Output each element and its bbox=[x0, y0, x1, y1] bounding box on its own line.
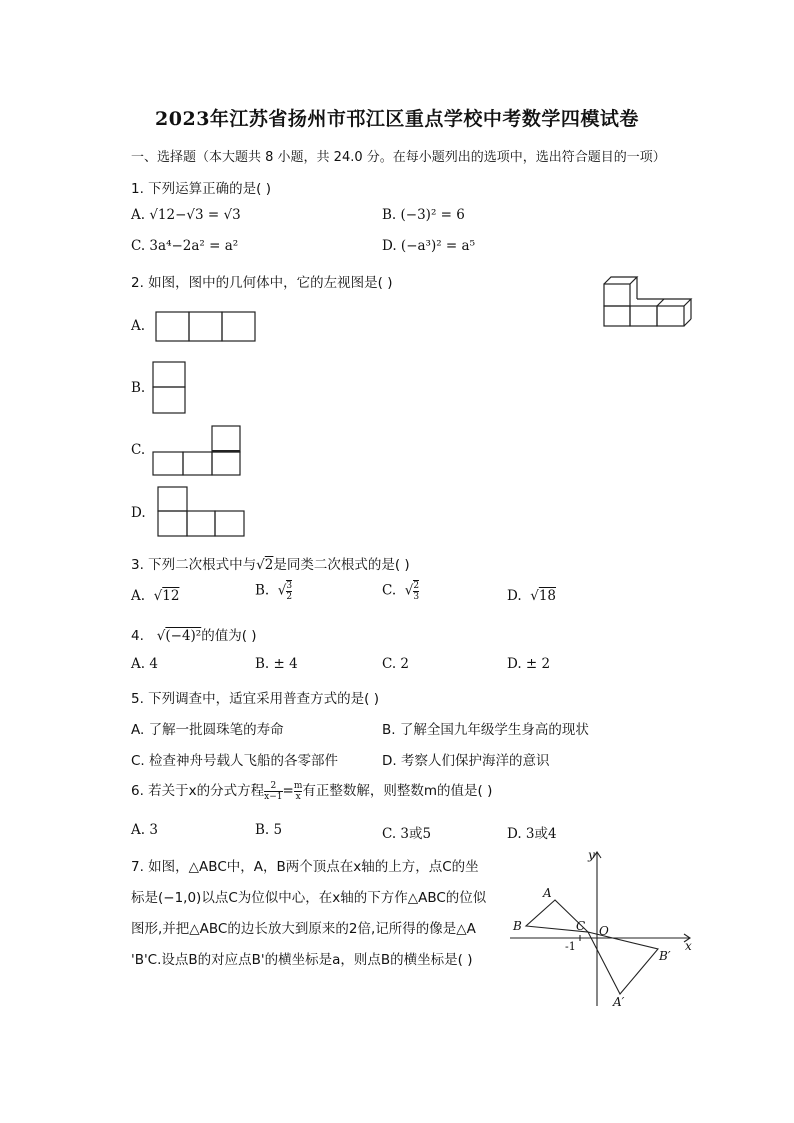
option-label: C. bbox=[382, 582, 397, 599]
question-4-stem-post: 的值为( ) bbox=[201, 628, 257, 644]
question-6-stem-pre: 6. 若关于x的分式方程 bbox=[131, 783, 265, 799]
question-2-stem: 2. 如图，图中的几何体中，它的左视图是( ) bbox=[131, 275, 393, 291]
fraction-denominator: 2 bbox=[286, 592, 293, 602]
option-radicand: 12 bbox=[162, 588, 180, 604]
question-5-option-c: C. 检查神舟号载人飞船的各零部件 bbox=[131, 753, 339, 769]
option-label: D. bbox=[507, 588, 522, 604]
fraction-numerator: 3 bbox=[286, 581, 293, 591]
question-6-option-d: D. 3或4 bbox=[507, 826, 557, 842]
option-label: A. bbox=[131, 588, 146, 604]
y-axis-label: y bbox=[588, 848, 595, 862]
question-1-option-d: D. (−a³)² = a⁵ bbox=[382, 238, 475, 254]
question-3-option-a: A. √12 bbox=[131, 588, 180, 604]
question-1-option-b: B. (−3)² = 6 bbox=[382, 207, 465, 223]
question-4-option-d: D. ± 2 bbox=[507, 656, 551, 672]
question-4-option-a: A. 4 bbox=[131, 656, 158, 672]
question-3-option-c: C. √ $\frac{2}{3}$ bbox=[382, 581, 420, 602]
question-3-option-b: B. √ $\frac{3}{2}$ bbox=[255, 581, 293, 602]
question-1-option-a: A. √12−√3 = √3 bbox=[131, 207, 241, 223]
point-b-prime-label: B′ bbox=[659, 949, 671, 963]
question-1-option-c: C. 3a⁴−2a² = a² bbox=[131, 238, 239, 254]
origin-label: O bbox=[599, 924, 609, 938]
question-2-option-c-label: C. bbox=[131, 442, 146, 458]
question-2-option-a-label: A. bbox=[131, 318, 146, 334]
question-5-stem: 5. 下列调查中，适宜采用普查方式的是( ) bbox=[131, 691, 379, 707]
point-c-label: C bbox=[576, 919, 586, 933]
equals-sign: = bbox=[282, 783, 294, 799]
question-5-option-a: A. 了解一批圆珠笔的寿命 bbox=[131, 722, 284, 738]
question-7-line-1: 7. 如图，△ABC中，A，B两个顶点在x轴的上方，点C的坐 bbox=[131, 859, 479, 875]
question-7-coordinate-figure bbox=[508, 846, 698, 1008]
point-b-label: B bbox=[513, 919, 522, 933]
question-2-option-c-figure bbox=[152, 425, 244, 477]
question-5-option-b: B. 了解全国九年级学生身高的现状 bbox=[382, 722, 589, 738]
question-2-option-d-label: D. bbox=[131, 505, 146, 521]
fraction-denominator: x−1 bbox=[264, 791, 283, 802]
question-4-option-b: B. ± 4 bbox=[255, 656, 298, 672]
question-4-stem: 4. √(−4)²的值为( ) bbox=[131, 628, 257, 644]
question-7-line-2: 标是(−1,0)以点C为位似中心，在x轴的下方作△ABC的位似 bbox=[131, 890, 487, 906]
sqrt-icon: √2 bbox=[256, 557, 274, 573]
fraction-numerator: 2 bbox=[413, 581, 420, 591]
minus-one-label: -1 bbox=[565, 940, 576, 953]
question-2-solid-figure bbox=[600, 274, 696, 330]
fraction-denominator: x bbox=[295, 791, 301, 802]
question-6-stem bbox=[131, 779, 492, 802]
triangle-a-prime-b-prime-c bbox=[588, 932, 658, 994]
question-6-option-b: B. 5 bbox=[255, 822, 283, 838]
question-7-line-3: 图形,并把△ABC的边长放大到原来的2倍,记所得的像是△A bbox=[131, 921, 476, 937]
question-1-stem: 1. 下列运算正确的是( ) bbox=[131, 181, 271, 197]
question-3-stem bbox=[131, 553, 410, 573]
question-2-option-d-figure bbox=[157, 486, 247, 538]
question-4-number: 4. bbox=[131, 628, 144, 644]
option-label: B. bbox=[255, 582, 270, 599]
point-a-prime-label: A′ bbox=[613, 995, 625, 1008]
option-radicand: 18 bbox=[538, 588, 557, 604]
point-a-label: A bbox=[543, 886, 552, 900]
question-2-option-b-figure bbox=[152, 361, 188, 415]
question-3-stem-pre: 3. 下列二次根式中与 bbox=[131, 557, 257, 573]
question-2-option-b-label: B. bbox=[131, 380, 146, 396]
question-3-stem-post: 是同类二次根式的是( ) bbox=[273, 557, 410, 573]
question-6-option-a: A. 3 bbox=[131, 822, 158, 838]
x-axis-label: x bbox=[685, 939, 692, 953]
fraction-denominator: 3 bbox=[413, 592, 420, 602]
question-4-radicand: (−4)² bbox=[165, 628, 202, 644]
question-4-option-c: C. 2 bbox=[382, 656, 410, 672]
question-3-stem-radicand: 2 bbox=[264, 557, 274, 573]
question-6-stem-post: 有正整数解，则整数m的值是( ) bbox=[302, 783, 493, 799]
question-7-line-4: 'B'C.设点B的对应点B'的横坐标是a，则点B的横坐标是( ) bbox=[131, 952, 473, 968]
section-heading: 一、选择题（本大题共 8 小题，共 24.0 分。在每小题列出的选项中，选出符合题目的一项） bbox=[131, 150, 666, 165]
page-title: 2023年江苏省扬州市邗江区重点学校中考数学四模试卷 bbox=[155, 108, 639, 130]
question-3-option-d: D. √18 bbox=[507, 588, 557, 604]
question-6-option-c: C. 3或5 bbox=[382, 826, 432, 842]
fraction-numerator: 2 bbox=[270, 780, 277, 791]
fraction-numerator: m bbox=[293, 780, 303, 791]
question-5-option-d: D. 考察人们保护海洋的意识 bbox=[382, 753, 550, 769]
question-2-option-a-figure bbox=[155, 311, 257, 343]
